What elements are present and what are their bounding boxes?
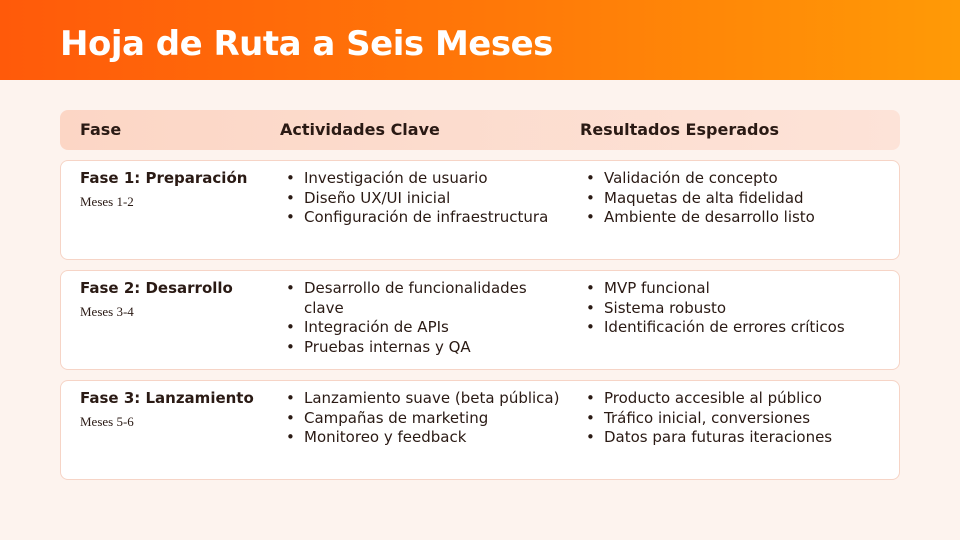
list-item: • Pruebas internas y QA xyxy=(280,338,570,358)
page-title: Hoja de Ruta a Seis Meses xyxy=(60,24,553,64)
phase-row-2 xyxy=(60,270,900,370)
list-item: • Maquetas de alta fidelidad xyxy=(580,189,880,209)
list-item: • Identificación de errores críticos xyxy=(580,318,880,338)
list-item: • Validación de concepto xyxy=(580,169,880,189)
results-list xyxy=(580,279,880,338)
list-item: • Ambiente de desarrollo listo xyxy=(580,208,880,228)
phase-name: Fase 1: Preparación xyxy=(80,169,248,187)
phase-name: Fase 2: Desarrollo xyxy=(80,279,233,297)
header-activities: Actividades Clave xyxy=(280,120,440,139)
phase-months: Meses 3-4 xyxy=(80,304,134,319)
results-list xyxy=(580,169,880,228)
list-item: • Datos para futuras iteraciones xyxy=(580,428,880,448)
list-item: • Monitoreo y feedback xyxy=(280,428,570,448)
list-item: • Producto accesible al público xyxy=(580,389,880,409)
activities-list xyxy=(280,169,570,228)
phase-months: Meses 5-6 xyxy=(80,414,134,429)
list-item: • MVP funcional xyxy=(580,279,880,299)
phase-months: Meses 1-2 xyxy=(80,194,134,209)
activities-list xyxy=(280,279,570,357)
header-banner xyxy=(0,0,960,80)
list-item: • Diseño UX/UI inicial xyxy=(280,189,570,209)
activities-list xyxy=(280,389,570,448)
phase-row-3 xyxy=(60,380,900,480)
results-list xyxy=(580,389,880,448)
header-phase: Fase xyxy=(80,120,122,139)
list-item: • Lanzamiento suave (beta pública) xyxy=(280,389,570,409)
phase-name: Fase 3: Lanzamiento xyxy=(80,389,254,407)
header-results: Resultados Esperados xyxy=(580,120,779,139)
list-item: • Campañas de marketing xyxy=(280,409,570,429)
list-item: • Integración de APIs xyxy=(280,318,570,338)
list-item: • Investigación de usuario xyxy=(280,169,570,189)
list-item: • Sistema robusto xyxy=(580,299,880,319)
phase-row-1 xyxy=(60,160,900,260)
list-item: • Desarrollo de funcionalidades clave xyxy=(280,279,570,318)
list-item: • Configuración de infraestructura xyxy=(280,208,570,228)
table-header xyxy=(60,110,900,150)
list-item: • Tráfico inicial, conversiones xyxy=(580,409,880,429)
